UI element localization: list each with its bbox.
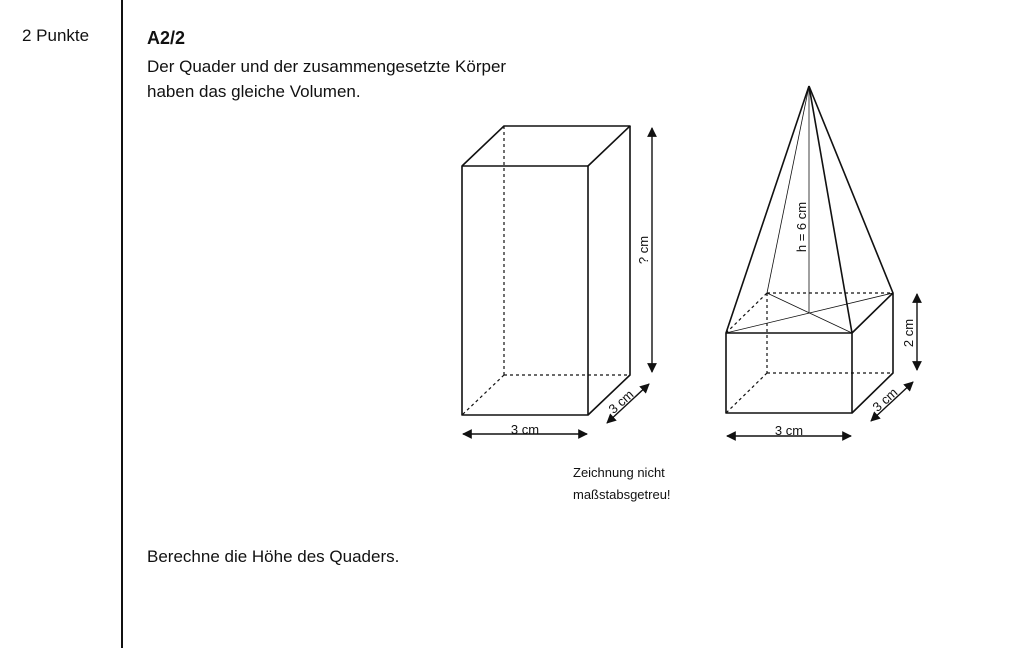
pyramid-height-label: h = 6 cm <box>794 201 809 253</box>
cuboid-right-face <box>588 126 630 415</box>
task-intro-line: haben das gleiche Volumen. <box>147 82 361 101</box>
task-intro-line: Der Quader und der zusammengesetzte Körper <box>147 57 507 76</box>
composite-drawing <box>726 86 893 413</box>
composite-hidden-edges <box>726 293 893 413</box>
prism-height-label: 2 cm <box>901 318 916 348</box>
scale-note-line: Zeichnung nicht <box>573 465 665 480</box>
cuboid-depth-label: 3 cm <box>605 386 637 417</box>
task-question: Berechne die Höhe des Quaders. <box>147 547 400 566</box>
scale-note <box>573 462 671 506</box>
composite-width-label: 3 cm <box>774 423 804 438</box>
cuboid-front-face <box>462 166 588 415</box>
points-label: 2 Punkte <box>22 26 90 45</box>
cuboid-height-label: ? cm <box>636 235 651 265</box>
cuboid-width-label: 3 cm <box>510 422 540 437</box>
composite-depth-label: 3 cm <box>869 384 901 415</box>
pyramid-inner-lines <box>726 86 893 333</box>
cuboid-top-face <box>462 126 630 166</box>
scale-note-line: maßstabsgetreu! <box>573 487 671 502</box>
task-id: A2/2 <box>147 28 186 48</box>
cuboid-hidden-edges <box>462 126 630 415</box>
cuboid-drawing <box>462 126 630 415</box>
pyramid-edges <box>726 86 893 333</box>
